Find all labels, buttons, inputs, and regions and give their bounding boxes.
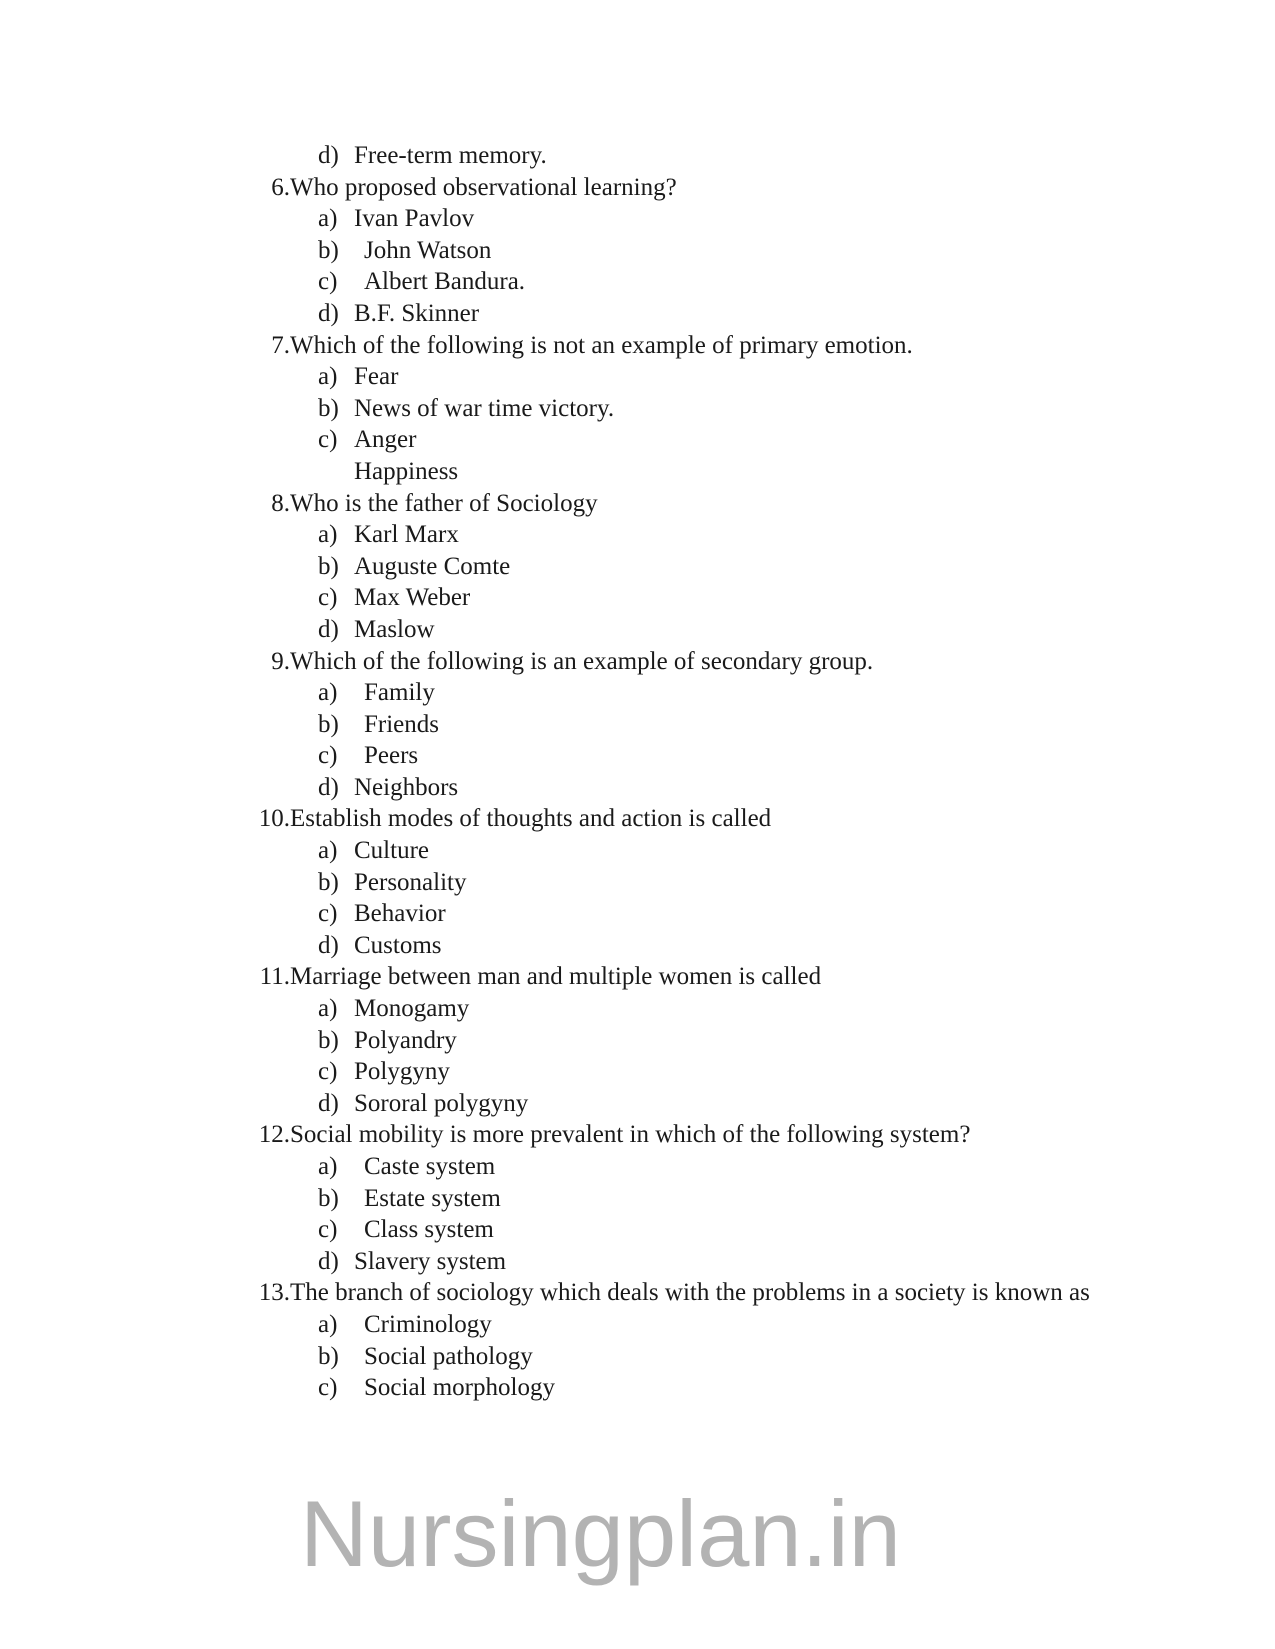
option-text: Class system [364,1216,494,1244]
option-line [0,709,1275,741]
question-line [0,803,1275,835]
option-line [0,519,1275,551]
option-line [0,740,1275,772]
option-marker: d) [318,1089,339,1117]
question-list [0,140,1275,1404]
question-text: Marriage between man and multiple women is called [290,963,822,991]
question-block [0,330,1275,488]
option-text: Auguste Comte [354,552,511,580]
option-text: Behavior [354,900,446,928]
option-line [0,1056,1275,1088]
option-line [0,203,1275,235]
option-marker: a) [318,837,338,865]
option-line [0,1246,1275,1278]
question-text: Social mobility is more prevalent in which of the following system? [290,1121,971,1149]
option-text: Social pathology [364,1342,533,1370]
question-block [0,172,1275,330]
option-line [0,424,1275,456]
option-marker: d) [318,931,339,959]
option-marker: c) [318,426,338,454]
option-marker: c) [318,1374,338,1402]
question-number: 8. [271,489,290,517]
option-marker: b) [318,394,339,422]
option-line [0,393,1275,425]
option-text: Fear [354,363,399,391]
option-line [0,614,1275,646]
option-marker: b) [318,1026,339,1054]
question-line [0,961,1275,993]
option-marker: a) [318,1153,338,1180]
option-text: Slavery system [354,1247,507,1275]
option-line [0,1151,1275,1183]
option-line [0,772,1275,804]
question-number: 7. [271,331,290,359]
option-line [0,677,1275,709]
option-text: Culture [354,837,429,865]
option-marker: d) [318,1247,339,1275]
question-number: 6. [271,173,290,201]
option-text: Free-term memory. [354,142,547,169]
question-number: 12. [258,1121,290,1149]
question-number: 9. [271,647,290,675]
option-text: Criminology [364,1310,492,1338]
option-text: Happiness [354,457,459,485]
question-text: Who is the father of Sociology [290,489,598,517]
option-marker: a) [318,679,338,707]
option-line [0,835,1275,867]
option-text: Neighbors [354,773,459,801]
question-line [0,172,1275,204]
option-marker: d) [318,299,339,327]
option-text: Personality [354,868,467,896]
option-marker: a) [318,363,338,391]
option-line [0,551,1275,583]
option-marker: b) [318,1342,339,1370]
question-line [0,330,1275,362]
option-text: Ivan Pavlov [354,205,475,233]
option-line [0,993,1275,1025]
question-block [0,646,1275,804]
option-text: Peers [364,742,419,770]
option-text: Polygyny [354,1058,450,1086]
questions-container [0,172,1275,1404]
option-line [0,1341,1275,1373]
option-marker: b) [318,236,339,264]
option-line [0,1309,1275,1341]
option-text: Estate system [364,1184,501,1212]
option-marker: c) [318,900,338,928]
option-marker: a) [318,995,338,1023]
option-text: Social morphology [364,1374,555,1402]
option-text: Family [364,679,435,707]
option-line [0,1183,1275,1215]
option-text: Max Weber [354,584,471,612]
option-marker: c) [318,268,338,296]
option-text: Friends [364,710,439,738]
option-text: Monogamy [354,995,470,1023]
option-line [0,1214,1275,1246]
question-block [0,803,1275,961]
option-marker: c) [318,1058,338,1086]
question-block [0,488,1275,646]
option-text: Albert Bandura. [364,268,526,296]
question-block [0,961,1275,1119]
option-line [0,1088,1275,1120]
option-marker: d) [318,773,339,801]
option-line [0,456,1275,488]
option-line [0,930,1275,962]
option-text: News of war time victory. [354,394,615,422]
option-marker: d) [318,142,339,169]
question-line [0,1277,1275,1309]
option-text: B.F. Skinner [354,299,480,327]
question-line [0,646,1275,678]
question-line [0,1119,1275,1151]
option-text: Polyandry [354,1026,457,1054]
option-marker: c) [318,1216,338,1244]
option-marker: c) [318,742,338,770]
option-marker: b) [318,1184,339,1212]
question-line [0,488,1275,520]
orphan-option-line [0,140,1275,172]
option-text: Anger [354,426,417,454]
option-line [0,867,1275,899]
option-line [0,235,1275,267]
option-text: Customs [354,931,442,959]
option-marker: b) [318,868,339,896]
question-number: 13. [258,1279,290,1307]
option-line [0,582,1275,614]
option-marker: a) [318,1310,338,1338]
option-marker: c) [318,584,338,612]
option-marker: a) [318,205,338,233]
option-marker: b) [318,552,339,580]
question-number: 11. [259,963,290,991]
question-text: Which of the following is not an example of primary emotion. [290,331,913,359]
question-block [0,1277,1275,1403]
option-line [0,361,1275,393]
option-marker: a) [318,521,338,549]
option-line [0,266,1275,298]
question-text: Who proposed observational learning? [290,173,677,201]
site-watermark: Nursingplan.in [300,1481,901,1586]
question-text: The branch of sociology which deals with the problems in a society is known as [290,1279,1090,1307]
option-text: Caste system [364,1153,496,1180]
option-text: John Watson [364,236,492,264]
option-marker: d) [318,615,339,643]
question-number: 10. [258,805,290,833]
question-text: Establish modes of thoughts and action is called [290,805,772,833]
option-line [0,298,1275,330]
option-line [0,898,1275,930]
question-block [0,1119,1275,1277]
question-text: Which of the following is an example of secondary group. [290,647,874,675]
option-text: Karl Marx [354,521,459,549]
option-line [0,1025,1275,1057]
option-text: Sororal polygyny [354,1089,529,1117]
option-marker: b) [318,710,339,738]
option-text: Maslow [354,615,435,643]
option-line [0,1372,1275,1404]
